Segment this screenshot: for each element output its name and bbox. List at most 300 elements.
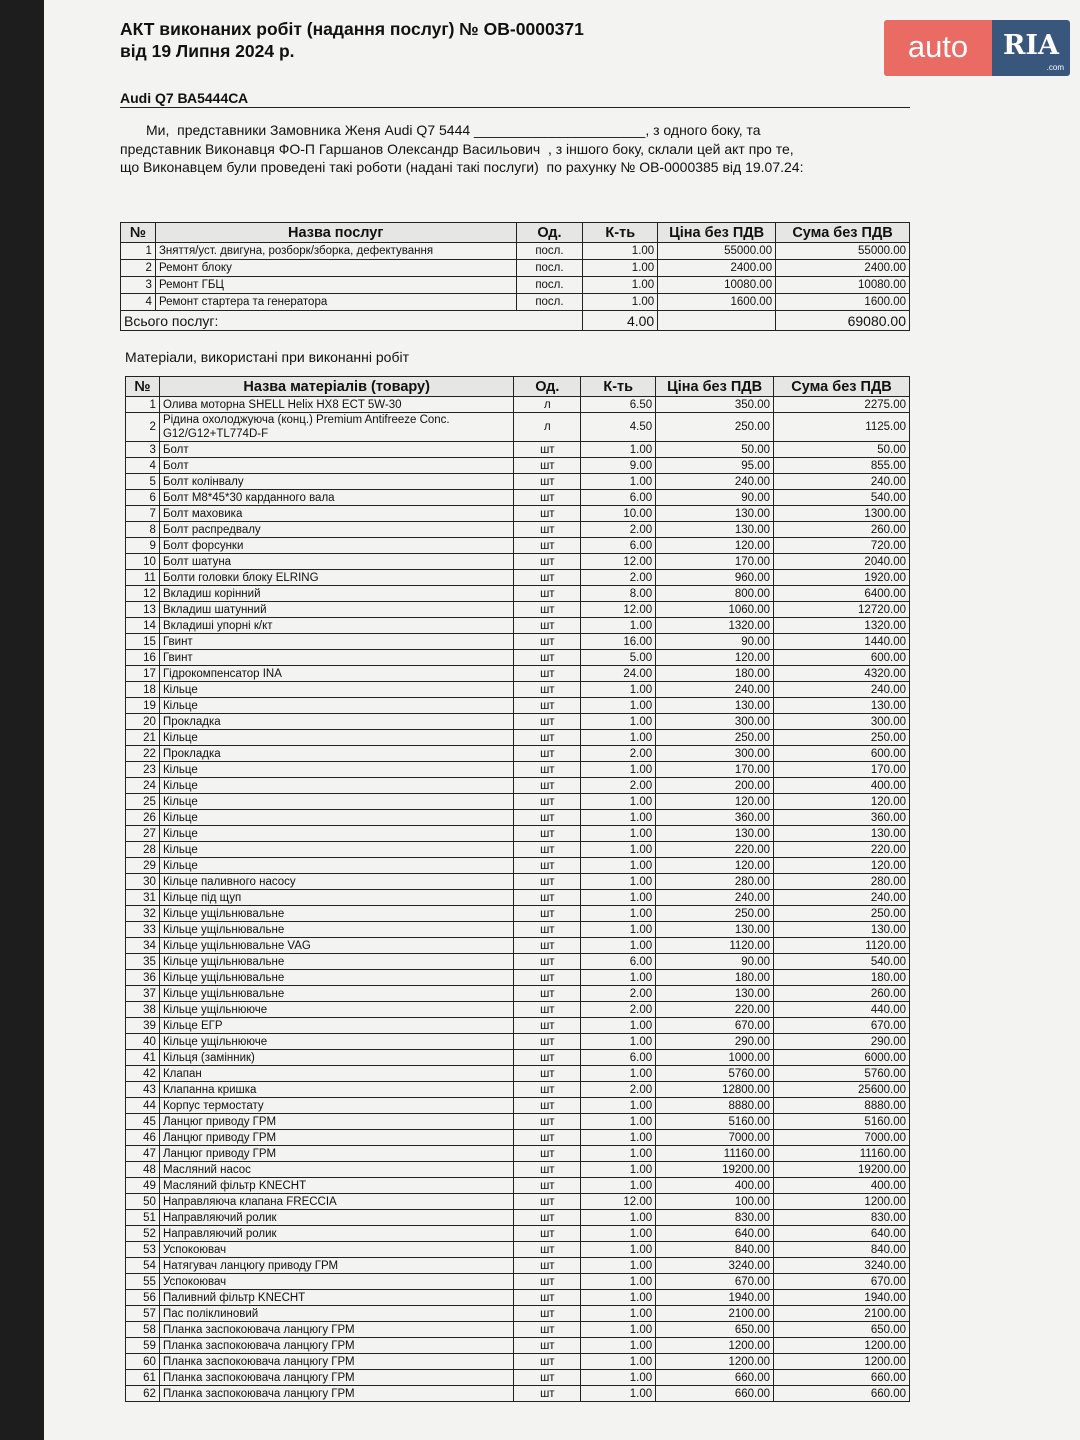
material-row: [126, 522, 910, 538]
cell-unit: шт: [514, 522, 581, 538]
cell-qty: 1.00: [581, 874, 656, 890]
cell-unit: шт: [514, 922, 581, 938]
col-number: №: [126, 377, 160, 397]
cell-price: 120.00: [656, 538, 774, 554]
cell-sum: 6000.00: [774, 1050, 910, 1066]
cell-qty: 1.00: [581, 810, 656, 826]
cell-name: Кільце: [159, 794, 513, 810]
document-page: [44, 0, 1080, 1440]
cell-unit: шт: [514, 746, 581, 762]
cell-qty: 1.00: [581, 922, 656, 938]
cell-name: Кільця (замінник): [159, 1050, 513, 1066]
cell-unit: шт: [514, 586, 581, 602]
cell-unit: шт: [514, 1178, 581, 1194]
cell-unit: шт: [514, 650, 581, 666]
cell-number: 39: [126, 1018, 160, 1034]
cell-sum: 12720.00: [774, 602, 910, 618]
cell-qty: 6.50: [581, 397, 656, 413]
cell-qty: 1.00: [581, 938, 656, 954]
material-row: [126, 1002, 910, 1018]
cell-sum: 220.00: [774, 842, 910, 858]
cell-qty: 1.00: [583, 260, 658, 277]
cell-number: 23: [126, 762, 160, 778]
cell-unit: шт: [514, 554, 581, 570]
cell-qty: 9.00: [581, 458, 656, 474]
cell-qty: 6.00: [581, 490, 656, 506]
cell-name: Кільце ущільнювальне VAG: [159, 938, 513, 954]
cell-unit: шт: [514, 1354, 581, 1370]
cell-qty: 2.00: [581, 746, 656, 762]
cell-sum: 540.00: [774, 490, 910, 506]
cell-price: 120.00: [656, 650, 774, 666]
cell-unit: посл.: [516, 294, 583, 311]
cell-sum: 2400.00: [776, 260, 910, 277]
cell-qty: 1.00: [581, 1034, 656, 1050]
cell-name: Ремонт ГБЦ: [155, 277, 516, 294]
cell-name: Успокоювач: [159, 1242, 513, 1258]
cell-name: Кільце ЕГР: [159, 1018, 513, 1034]
cell-unit: шт: [514, 1050, 581, 1066]
col-sum: Сума без ПДВ: [774, 377, 910, 397]
cell-price: 360.00: [656, 810, 774, 826]
cell-name: Кільце: [159, 826, 513, 842]
cell-sum: 130.00: [774, 826, 910, 842]
cell-unit: шт: [514, 810, 581, 826]
cell-number: 2: [126, 413, 160, 442]
cell-unit: шт: [514, 874, 581, 890]
cell-price: 830.00: [656, 1210, 774, 1226]
cell-qty: 1.00: [581, 970, 656, 986]
cell-unit: шт: [514, 602, 581, 618]
cell-price: 19200.00: [656, 1162, 774, 1178]
cell-unit: шт: [514, 1130, 581, 1146]
col-service-name: Назва послуг: [155, 223, 516, 243]
cell-price: 1060.00: [656, 602, 774, 618]
material-row: [126, 842, 910, 858]
cell-price: 670.00: [656, 1018, 774, 1034]
cell-number: 16: [126, 650, 160, 666]
cell-name: Кільце: [159, 730, 513, 746]
cell-name: Кільце ущільнювальне: [159, 986, 513, 1002]
cell-price: 1600.00: [658, 294, 776, 311]
cell-number: 3: [121, 277, 156, 294]
material-row: [126, 1114, 910, 1130]
cell-price: 130.00: [656, 522, 774, 538]
cell-price: 250.00: [656, 730, 774, 746]
cell-price: 10080.00: [658, 277, 776, 294]
cell-qty: 1.00: [581, 1386, 656, 1402]
cell-sum: 840.00: [774, 1242, 910, 1258]
cell-price: 840.00: [656, 1242, 774, 1258]
cell-sum: 250.00: [774, 730, 910, 746]
cell-sum: 720.00: [774, 538, 910, 554]
cell-sum: 3240.00: [774, 1258, 910, 1274]
car-identifier: Audi Q7 ВА5444СА: [120, 90, 249, 106]
material-row: [126, 938, 910, 954]
cell-number: 60: [126, 1354, 160, 1370]
cell-number: 59: [126, 1338, 160, 1354]
cell-qty: 1.00: [581, 842, 656, 858]
cell-price: 660.00: [656, 1386, 774, 1402]
material-row: [126, 794, 910, 810]
cell-number: 53: [126, 1242, 160, 1258]
cell-name: Планка заспокоювача ланцюгу ГРМ: [159, 1386, 513, 1402]
cell-number: 1: [126, 397, 160, 413]
cell-price: 1000.00: [656, 1050, 774, 1066]
cell-name: Кільце: [159, 682, 513, 698]
cell-name: Вкладиш шатунний: [159, 602, 513, 618]
cell-sum: 2100.00: [774, 1306, 910, 1322]
material-row: [126, 1082, 910, 1098]
cell-qty: 1.00: [581, 730, 656, 746]
cell-name: Клапанна кришка: [159, 1082, 513, 1098]
material-row: [126, 586, 910, 602]
cell-name: Направляючий ролик: [159, 1226, 513, 1242]
cell-unit: шт: [514, 778, 581, 794]
cell-number: 32: [126, 906, 160, 922]
cell-sum: 260.00: [774, 522, 910, 538]
service-row: [121, 260, 910, 277]
cell-number: 24: [126, 778, 160, 794]
cell-name: Пас поліклиновий: [159, 1306, 513, 1322]
cell-qty: 1.00: [581, 1226, 656, 1242]
materials-title: Матеріали, використані при виконанні робіт: [125, 349, 409, 365]
material-row: [126, 1386, 910, 1402]
cell-qty: 10.00: [581, 506, 656, 522]
cell-name: Гвинт: [159, 634, 513, 650]
material-row: [126, 874, 910, 890]
cell-unit: шт: [514, 858, 581, 874]
cell-number: 3: [126, 442, 160, 458]
cell-price: 1940.00: [656, 1290, 774, 1306]
material-row: [126, 1370, 910, 1386]
cell-price: 5760.00: [656, 1066, 774, 1082]
cell-name: Болт шатуна: [159, 554, 513, 570]
material-row: [126, 554, 910, 570]
cell-name: Масляний фільтр KNECHT: [159, 1178, 513, 1194]
cell-price: 400.00: [656, 1178, 774, 1194]
autoria-logo: [884, 20, 1070, 76]
material-row: [126, 1242, 910, 1258]
col-material-name: Назва матеріалів (товару): [159, 377, 513, 397]
cell-name: Планка заспокоювача ланцюгу ГРМ: [159, 1354, 513, 1370]
cell-sum: 2275.00: [774, 397, 910, 413]
material-row: [126, 906, 910, 922]
cell-name: Ремонт блоку: [155, 260, 516, 277]
material-row: [126, 1066, 910, 1082]
material-row: [126, 474, 910, 490]
cell-sum: 1440.00: [774, 634, 910, 650]
cell-number: 40: [126, 1034, 160, 1050]
cell-number: 34: [126, 938, 160, 954]
material-row: [126, 490, 910, 506]
logo-auto-text: auto: [884, 20, 992, 76]
cell-price: 2400.00: [658, 260, 776, 277]
cell-qty: 1.00: [581, 1114, 656, 1130]
cell-qty: 1.00: [581, 794, 656, 810]
material-row: [126, 1018, 910, 1034]
logo-ria-block: [992, 20, 1070, 76]
logo-ria-text: RIA: [1002, 30, 1060, 61]
cell-sum: 660.00: [774, 1370, 910, 1386]
material-row: [126, 1306, 910, 1322]
col-qty: К-ть: [581, 377, 656, 397]
cell-unit: шт: [514, 906, 581, 922]
cell-qty: 1.00: [583, 294, 658, 311]
cell-unit: шт: [514, 506, 581, 522]
cell-price: 8880.00: [656, 1098, 774, 1114]
cell-sum: 55000.00: [776, 243, 910, 260]
cell-sum: 670.00: [774, 1274, 910, 1290]
services-total-label: Всього послуг:: [121, 311, 583, 331]
cell-sum: 1320.00: [774, 618, 910, 634]
material-row: [126, 1322, 910, 1338]
cell-unit: шт: [514, 1146, 581, 1162]
cell-unit: шт: [514, 954, 581, 970]
cell-qty: 1.00: [583, 243, 658, 260]
cell-qty: 2.00: [581, 986, 656, 1002]
intro-line-1: Ми, представники Замовника Женя Audi Q7 5444 ______________________, з одного боку, та: [146, 122, 761, 138]
cell-price: 300.00: [656, 714, 774, 730]
cell-sum: 1920.00: [774, 570, 910, 586]
cell-name: Болт распредвалу: [159, 522, 513, 538]
cell-name: Болт колінвалу: [159, 474, 513, 490]
cell-sum: 440.00: [774, 1002, 910, 1018]
cell-price: 250.00: [656, 413, 774, 442]
material-row: [126, 762, 910, 778]
cell-qty: 16.00: [581, 634, 656, 650]
materials-body: [126, 397, 910, 1402]
title-line-1: АКТ виконаних робіт (надання послуг) № ОВ-0000371: [120, 19, 584, 39]
material-row: [126, 1098, 910, 1114]
cell-qty: 1.00: [581, 1338, 656, 1354]
cell-price: 660.00: [656, 1370, 774, 1386]
cell-qty: 2.00: [581, 1002, 656, 1018]
material-row: [126, 506, 910, 522]
cell-price: 220.00: [656, 1002, 774, 1018]
cell-qty: 5.00: [581, 650, 656, 666]
cell-qty: 1.00: [581, 714, 656, 730]
cell-unit: шт: [514, 1274, 581, 1290]
services-total-empty: [658, 311, 776, 331]
cell-qty: 1.00: [583, 277, 658, 294]
cell-price: 350.00: [656, 397, 774, 413]
intro-line-2: представник Виконавця ФО-П Гаршанов Олександр Васильович , з іншого боку, склали цей акт про те,: [120, 140, 794, 157]
cell-qty: 4.50: [581, 413, 656, 442]
cell-name: Ланцюг приводу ГРМ: [159, 1146, 513, 1162]
cell-price: 130.00: [656, 922, 774, 938]
cell-number: 54: [126, 1258, 160, 1274]
cell-sum: 180.00: [774, 970, 910, 986]
cell-price: 5160.00: [656, 1114, 774, 1130]
cell-name: Планка заспокоювача ланцюгу ГРМ: [159, 1322, 513, 1338]
material-row: [126, 698, 910, 714]
cell-price: 170.00: [656, 762, 774, 778]
cell-name: Гідрокомпенсатор INA: [159, 666, 513, 682]
cell-unit: шт: [514, 1162, 581, 1178]
cell-name: Рідина охолоджуюча (конц.) Premium Antifreeze Conc. G12/G12+TL774D-F: [159, 413, 513, 442]
material-row: [126, 1258, 910, 1274]
material-row: [126, 778, 910, 794]
cell-price: 220.00: [656, 842, 774, 858]
cell-number: 45: [126, 1114, 160, 1130]
cell-number: 36: [126, 970, 160, 986]
cell-sum: 640.00: [774, 1226, 910, 1242]
cell-qty: 2.00: [581, 570, 656, 586]
cell-sum: 5160.00: [774, 1114, 910, 1130]
cell-unit: шт: [514, 570, 581, 586]
cell-name: Ланцюг приводу ГРМ: [159, 1130, 513, 1146]
cell-qty: 2.00: [581, 1082, 656, 1098]
cell-sum: 130.00: [774, 698, 910, 714]
cell-sum: 290.00: [774, 1034, 910, 1050]
cell-price: 180.00: [656, 970, 774, 986]
cell-unit: шт: [514, 970, 581, 986]
material-row: [126, 602, 910, 618]
cell-price: 650.00: [656, 1322, 774, 1338]
material-row: [126, 1178, 910, 1194]
cell-number: 35: [126, 954, 160, 970]
services-table: [120, 222, 910, 331]
col-unit: Од.: [516, 223, 583, 243]
cell-number: 17: [126, 666, 160, 682]
services-total-qty: 4.00: [583, 311, 658, 331]
cell-sum: 11160.00: [774, 1146, 910, 1162]
material-row: [126, 858, 910, 874]
cell-name: Болти головки блоку ELRING: [159, 570, 513, 586]
cell-unit: шт: [514, 442, 581, 458]
cell-unit: шт: [514, 1290, 581, 1306]
cell-price: 3240.00: [656, 1258, 774, 1274]
material-row: [126, 618, 910, 634]
cell-qty: 12.00: [581, 554, 656, 570]
cell-name: Направляючий ролик: [159, 1210, 513, 1226]
cell-unit: посл.: [516, 243, 583, 260]
cell-name: Кільце: [159, 842, 513, 858]
cell-price: 95.00: [656, 458, 774, 474]
cell-sum: 4320.00: [774, 666, 910, 682]
cell-sum: 260.00: [774, 986, 910, 1002]
cell-name: Прокладка: [159, 714, 513, 730]
cell-name: Натягувач ланцюгу приводу ГРМ: [159, 1258, 513, 1274]
cell-number: 8: [126, 522, 160, 538]
cell-number: 12: [126, 586, 160, 602]
services-total-row: [121, 311, 910, 331]
cell-unit: шт: [514, 538, 581, 554]
cell-qty: 12.00: [581, 1194, 656, 1210]
cell-unit: шт: [514, 634, 581, 650]
material-row: [126, 397, 910, 413]
cell-sum: 1200.00: [774, 1194, 910, 1210]
cell-sum: 300.00: [774, 714, 910, 730]
cell-price: 240.00: [656, 682, 774, 698]
cell-qty: 1.00: [581, 1354, 656, 1370]
cell-sum: 240.00: [774, 474, 910, 490]
cell-sum: 120.00: [774, 858, 910, 874]
cell-unit: шт: [514, 1034, 581, 1050]
cell-unit: шт: [514, 762, 581, 778]
material-row: [126, 634, 910, 650]
cell-name: Вкладиші упорні к/кт: [159, 618, 513, 634]
material-row: [126, 1338, 910, 1354]
cell-sum: 2040.00: [774, 554, 910, 570]
cell-unit: л: [514, 413, 581, 442]
cell-qty: 12.00: [581, 602, 656, 618]
cell-unit: шт: [514, 1018, 581, 1034]
cell-price: 800.00: [656, 586, 774, 602]
cell-number: 2: [121, 260, 156, 277]
cell-number: 10: [126, 554, 160, 570]
cell-number: 9: [126, 538, 160, 554]
cell-number: 19: [126, 698, 160, 714]
cell-number: 44: [126, 1098, 160, 1114]
cell-qty: 1.00: [581, 1242, 656, 1258]
cell-name: Кільце: [159, 778, 513, 794]
cell-qty: 1.00: [581, 1322, 656, 1338]
col-number: №: [121, 223, 156, 243]
material-row: [126, 714, 910, 730]
cell-number: 26: [126, 810, 160, 826]
cell-price: 90.00: [656, 954, 774, 970]
cell-number: 27: [126, 826, 160, 842]
cell-name: Кільце ущільнювальне: [159, 954, 513, 970]
col-qty: К-ть: [583, 223, 658, 243]
cell-unit: шт: [514, 1210, 581, 1226]
cell-number: 46: [126, 1130, 160, 1146]
cell-sum: 8880.00: [774, 1098, 910, 1114]
cell-name: Направляюча клапана FRECCIA: [159, 1194, 513, 1210]
cell-number: 21: [126, 730, 160, 746]
cell-name: Кільце ущільнювальне: [159, 970, 513, 986]
col-price: Ціна без ПДВ: [656, 377, 774, 397]
cell-sum: 5760.00: [774, 1066, 910, 1082]
cell-price: 960.00: [656, 570, 774, 586]
cell-price: 170.00: [656, 554, 774, 570]
cell-sum: 240.00: [774, 890, 910, 906]
cell-unit: шт: [514, 826, 581, 842]
cell-unit: шт: [514, 1114, 581, 1130]
cell-sum: 170.00: [774, 762, 910, 778]
cell-price: 7000.00: [656, 1130, 774, 1146]
divider: [120, 107, 910, 108]
cell-price: 130.00: [656, 698, 774, 714]
material-row: [126, 1226, 910, 1242]
cell-qty: 1.00: [581, 1162, 656, 1178]
logo-com-text: .com: [1046, 63, 1064, 72]
cell-name: Болт: [159, 458, 513, 474]
title-line-2: від 19 Липня 2024 р.: [120, 41, 295, 61]
cell-price: 130.00: [656, 826, 774, 842]
cell-name: Кільце ущільнююче: [159, 1034, 513, 1050]
material-row: [126, 1354, 910, 1370]
cell-number: 49: [126, 1178, 160, 1194]
cell-price: 640.00: [656, 1226, 774, 1242]
cell-unit: шт: [514, 1226, 581, 1242]
cell-name: Паливний фільтр KNECHT: [159, 1290, 513, 1306]
cell-unit: шт: [514, 682, 581, 698]
cell-qty: 1.00: [581, 442, 656, 458]
cell-name: Кільце ущільнювальне: [159, 922, 513, 938]
cell-sum: 6400.00: [774, 586, 910, 602]
cell-sum: 670.00: [774, 1018, 910, 1034]
cell-price: 130.00: [656, 506, 774, 522]
cell-qty: 1.00: [581, 1146, 656, 1162]
material-row: [126, 442, 910, 458]
intro-paragraph: [120, 121, 920, 177]
cell-sum: 50.00: [774, 442, 910, 458]
cell-number: 55: [126, 1274, 160, 1290]
cell-qty: 1.00: [581, 1018, 656, 1034]
